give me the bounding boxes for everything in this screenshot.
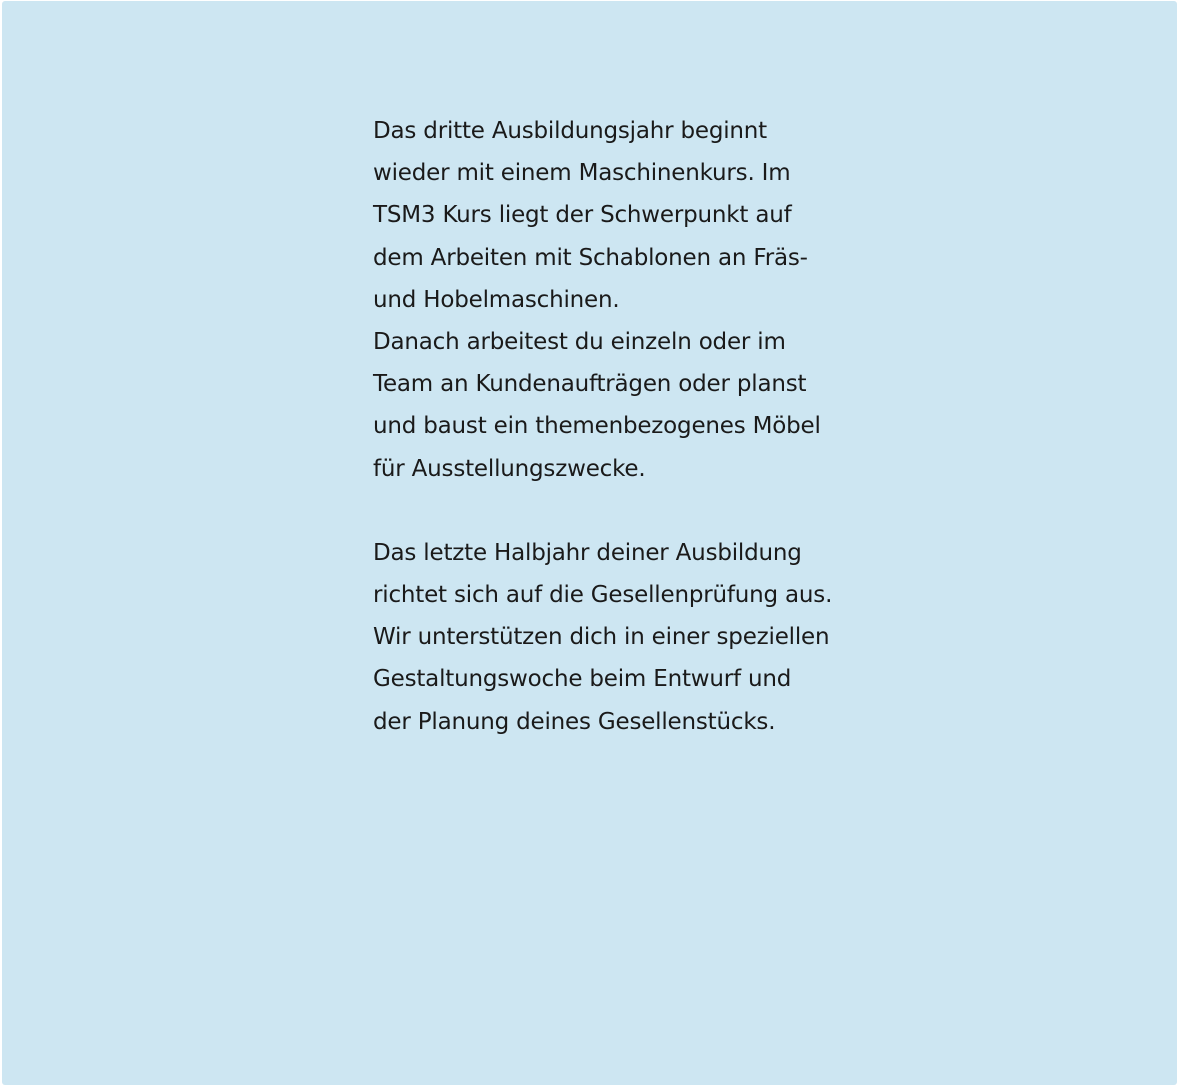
text-line: Wir unterstützen dich in einer speziellen	[373, 624, 830, 651]
text-line: und baust ein themenbezogenes Möbel	[373, 413, 821, 440]
text-line: TSM3 Kurs liegt der Schwerpunkt auf	[373, 202, 792, 229]
text-line: Das dritte Ausbildungsjahr beginnt	[373, 118, 767, 144]
text-line: und Hobelmaschinen.	[373, 286, 620, 313]
text-line: Gestaltungswoche beim Entwurf und	[373, 666, 792, 693]
body-text	[373, 110, 893, 743]
paragraph-machine-course	[373, 110, 893, 321]
text-line: Das letzte Halbjahr deiner Ausbildung	[373, 539, 802, 566]
paragraph-customer-orders	[373, 321, 893, 490]
text-line: richtet sich auf die Gesellenprüfung aus.	[373, 582, 833, 609]
text-line: wieder mit einem Maschinenkurs. Im	[373, 160, 791, 187]
paragraph-final-exam	[373, 532, 893, 743]
text-line: Danach arbeitest du einzeln oder im	[373, 328, 786, 355]
paragraph-spacer	[373, 490, 893, 532]
text-line: der Planung deines Gesellenstücks.	[373, 708, 776, 735]
content-panel	[2, 1, 1177, 1085]
text-line: für Ausstellungszwecke.	[373, 455, 646, 482]
text-line: Team an Kundenaufträgen oder planst	[373, 371, 807, 398]
text-line: dem Arbeiten mit Schablonen an Fräs-	[373, 244, 808, 271]
